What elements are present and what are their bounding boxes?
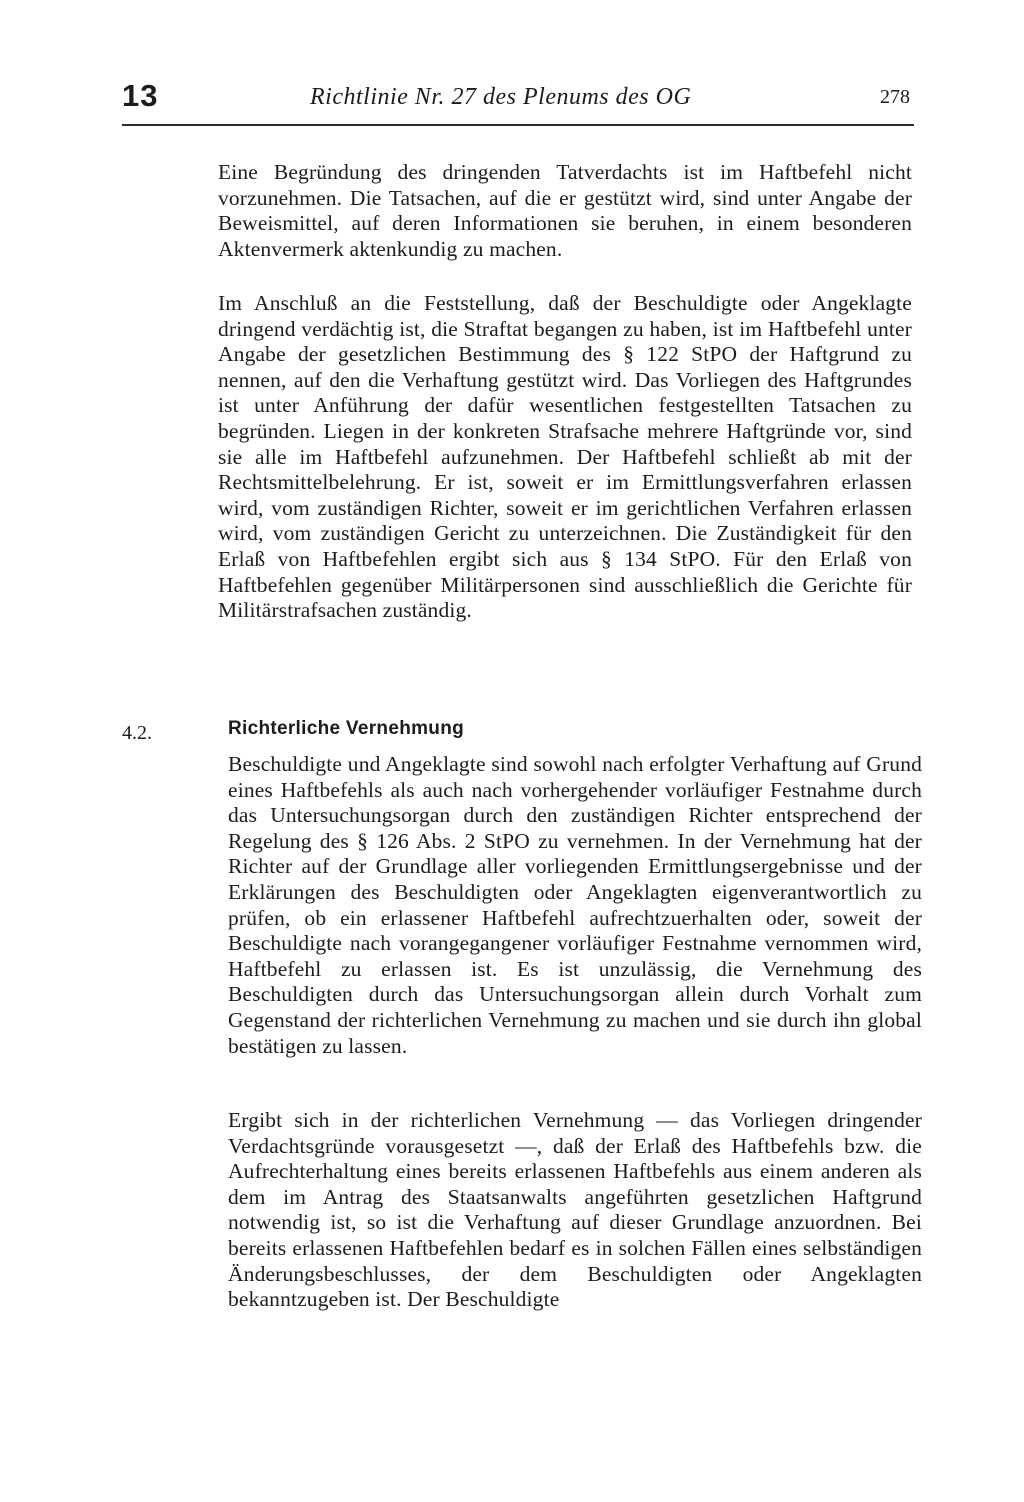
page-header (122, 78, 914, 122)
page-number: 278 (880, 86, 910, 108)
section-number: 4.2. (122, 722, 152, 744)
paragraph: Beschuldigte und Angeklagte sind sowohl nach erfolgter Verhaftung auf Grund eines Haftbefehls als auch nach vorhergehender vorläufiger Festnahme durch das Untersuchungsorgan durch den zuständigen Richter entsprechend der Regelung des § 126 Abs. 2 StPO zu vernehmen. In der Vernehmung hat der Richter auf der Grundlage aller vorliegenden Ermittlungsergebnisse und der Erklärungen des Beschuldigten oder Angeklagten eigenverantwortlich zu prüfen, ob ein erlassener Haftbefehl aufrechtzuerhalten oder, soweit der Beschuldigte nach vorangegangener vorläufiger Festnahme vernommen wird, Haftbefehl zu erlassen ist. Es ist unzulässig, die Vernehmung des Beschuldigten durch das Untersuchungsorgan allein durch Vorhalt zum Gegenstand der richterlichen Vernehmung zu machen und sie durch ihn global bestätigen zu lassen. (228, 752, 922, 1058)
paragraph: Eine Begründung des dringenden Tatverdachts ist im Haftbefehl nicht vorzunehmen. Die Tatsachen, auf die er gestützt wird, sind unter Angabe der Beweismittel, auf deren Informationen sie beruhen, in einem besonderen Aktenvermerk aktenkundig zu machen. (218, 160, 912, 261)
section-heading: Richterliche Vernehmung (228, 718, 465, 739)
paragraph: Im Anschluß an die Feststellung, daß der Beschuldigte oder Angeklagte dringend verdächtig ist, die Straftat begangen zu haben, ist im Haftbefehl unter Angabe der gesetzlichen Bestimmung des § 122 StPO der Haftgrund zu nennen, auf den die Verhaftung gestützt wird. Das Vorliegen des Haftgrundes ist unter Anführung der dafür wesentlichen festgestellten Tatsachen zu begründen. Liegen in der konkreten Strafsache mehrere Haftgründe vor, sind sie alle im Haftbefehl aufzunehmen. Der Haftbefehl schließt ab mit der Rechtsmittelbelehrung. Er ist, soweit er im Ermittlungsverfahren erlassen wird, vom zuständigen Richter, soweit er im gerichtlichen Verfahren erlassen wird, vom zuständigen Gericht zu unterzeichnen. Die Zuständigkeit für den Erlaß von Haftbefehlen ergibt sich aus § 134 StPO. Für den Erlaß von Haftbefehlen gegenüber Militärpersonen sind ausschließlich die Gerichte für Militärstrafsachen zuständig. (218, 291, 912, 623)
header-rule (122, 124, 914, 126)
running-title: Richtlinie Nr. 27 des Plenums des OG (310, 84, 692, 110)
chapter-number: 13 (122, 78, 159, 113)
paragraph: Ergibt sich in der richterlichen Vernehmung — das Vorliegen dringender Verdachtsgründe vorausgesetzt —, daß der Erlaß des Haftbefehls bzw. die Aufrechterhaltung eines bereits erlassenen Haftbefehls aus einem anderen als dem im Antrag des Staatsanwalts angeführten gesetzlichen Haftgrund notwendig ist, so ist die Verhaftung auf dieser Grundlage anzuordnen. Bei bereits erlassenen Haftbefehlen bedarf es in solchen Fällen eines selbständigen Änderungsbeschlusses, der dem Beschuldigten oder Angeklagten bekanntzugeben ist. Der Beschuldigte (228, 1108, 922, 1312)
